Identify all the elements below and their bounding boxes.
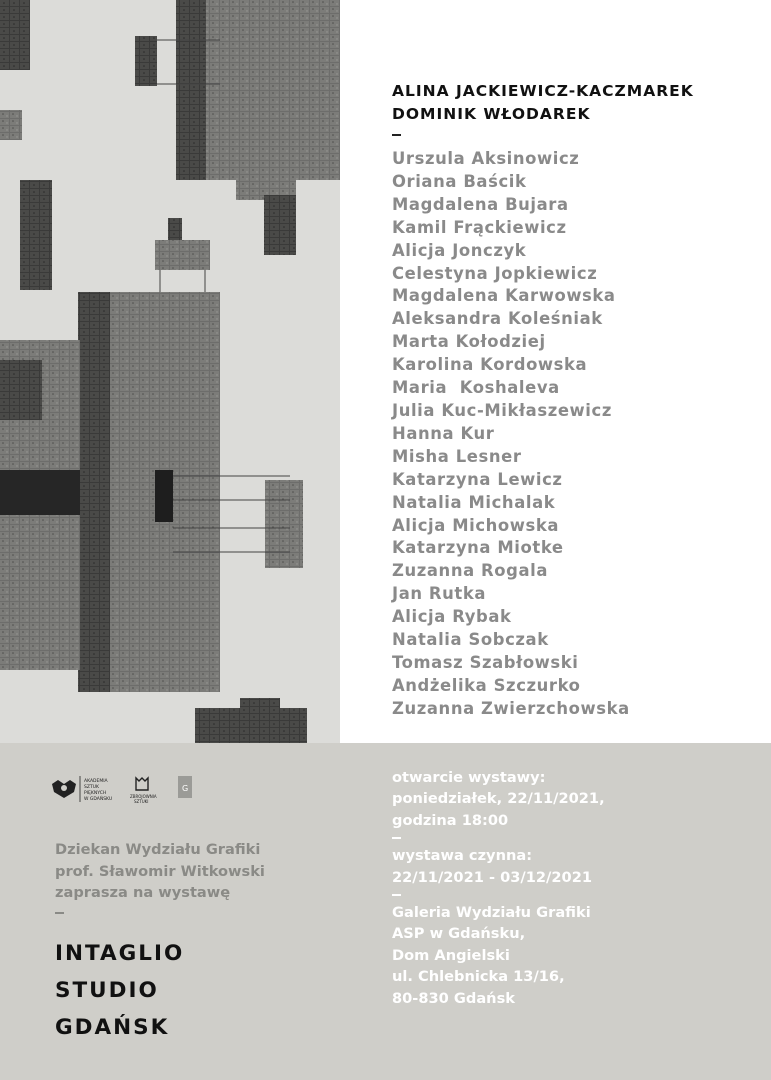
participant-name: Maria Koshaleva <box>392 378 560 398</box>
participant-name: Jan Rutka <box>392 584 487 604</box>
participant-name: Katarzyna Lewicz <box>392 469 563 489</box>
participant-name: Katarzyna Miotke <box>392 538 564 558</box>
grafika-logo-mark: G <box>182 784 189 793</box>
opening-line: poniedziałek, 22/11/2021, <box>392 790 605 808</box>
academy-logo-line: SZTUK <box>84 785 99 790</box>
participant-name: Kamil Frąckiewicz <box>392 217 567 237</box>
title-line: STUDIO <box>55 978 159 1003</box>
invitation-line: prof. Sławomir Witkowski <box>55 862 265 880</box>
participant-name: Natalia Sobczak <box>392 630 549 650</box>
workshop-logo-line: SZTUKI <box>134 799 149 804</box>
participant-name: Tomasz Szabłowski <box>392 652 579 672</box>
invitation-line: zaprasza na wystawę <box>55 884 231 901</box>
academy-logo-line: AKADEMIA <box>84 779 108 784</box>
opening-line: otwarcie wystawy: <box>392 769 546 786</box>
armory-building-icon <box>136 778 148 790</box>
academy-logo-line: PIĘKNYCH <box>84 791 107 796</box>
lead-artist-name: ALINA JACKIEWICZ-KACZMAREK <box>392 82 694 100</box>
participant-name: Marta Kołodziej <box>392 332 546 352</box>
duration-line: 22/11/2021 - 03/12/2021 <box>392 868 593 886</box>
separator-dash <box>392 134 401 136</box>
participant-name: Magdalena Bujara <box>392 194 569 214</box>
title-line: INTAGLIO <box>55 941 185 966</box>
event-details <box>392 767 762 1009</box>
venue-line: 80-830 Gdańsk <box>392 989 515 1007</box>
title-line: GDAŃSK <box>55 1015 170 1040</box>
venue-line: Galeria Wydziału Grafiki <box>392 904 591 922</box>
participant-name: Karolina Kordowska <box>392 355 588 375</box>
participant-name: Urszula Aksinowicz <box>392 149 580 168</box>
participant-name: Andżelika Szczurko <box>392 675 581 695</box>
logos-row <box>50 768 210 808</box>
venue-line: Dom Angielski <box>392 946 510 964</box>
opening-line: godzina 18:00 <box>392 811 509 829</box>
participant-name: Magdalena Karwowska <box>392 286 616 306</box>
invitation-text <box>55 839 355 914</box>
tower-etching-image <box>0 0 340 743</box>
lead-artists <box>392 80 762 126</box>
venue-line: ASP w Gdańsku, <box>392 925 526 943</box>
participant-name: Hanna Kur <box>392 423 495 443</box>
participant-name: Alicja Rybak <box>392 607 512 627</box>
participant-name: Oriana Baścik <box>392 171 527 191</box>
participant-name: Misha Lesner <box>392 446 522 466</box>
separator-dash <box>392 894 401 896</box>
participant-name: Aleksandra Koleśniak <box>392 309 603 329</box>
participant-name: Julia Kuc-Mikłaszewicz <box>392 400 612 420</box>
separator-dash <box>392 837 401 839</box>
institution-logos <box>50 768 210 808</box>
duration-line: wystawa czynna: <box>392 847 533 865</box>
intaglio-artwork <box>0 0 340 743</box>
participant-name: Alicja Michowska <box>392 515 560 535</box>
academy-crest-icon <box>52 780 76 798</box>
academy-logo-line: W GDAŃSKU <box>84 797 113 802</box>
participant-name: Alicja Jonczyk <box>392 240 527 260</box>
participant-name: Natalia Michalak <box>392 492 556 512</box>
participant-name: Zuzanna Rogala <box>392 561 549 581</box>
workshop-logo-line: ZBROJOWNIA <box>130 794 157 799</box>
invitation-line: Dziekan Wydziału Grafiki <box>55 841 261 858</box>
info-panel <box>0 743 771 1080</box>
participant-name: Celestyna Jopkiewicz <box>392 263 598 283</box>
venue-line: ul. Chlebnicka 13/16, <box>392 968 565 986</box>
lead-artist-name: DOMINIK WŁODAREK <box>392 105 591 123</box>
participants-list <box>392 148 762 721</box>
separator-dash <box>55 912 64 914</box>
exhibition-title <box>55 935 184 1046</box>
participant-name: Zuzanna Zwierzchowska <box>392 698 630 718</box>
